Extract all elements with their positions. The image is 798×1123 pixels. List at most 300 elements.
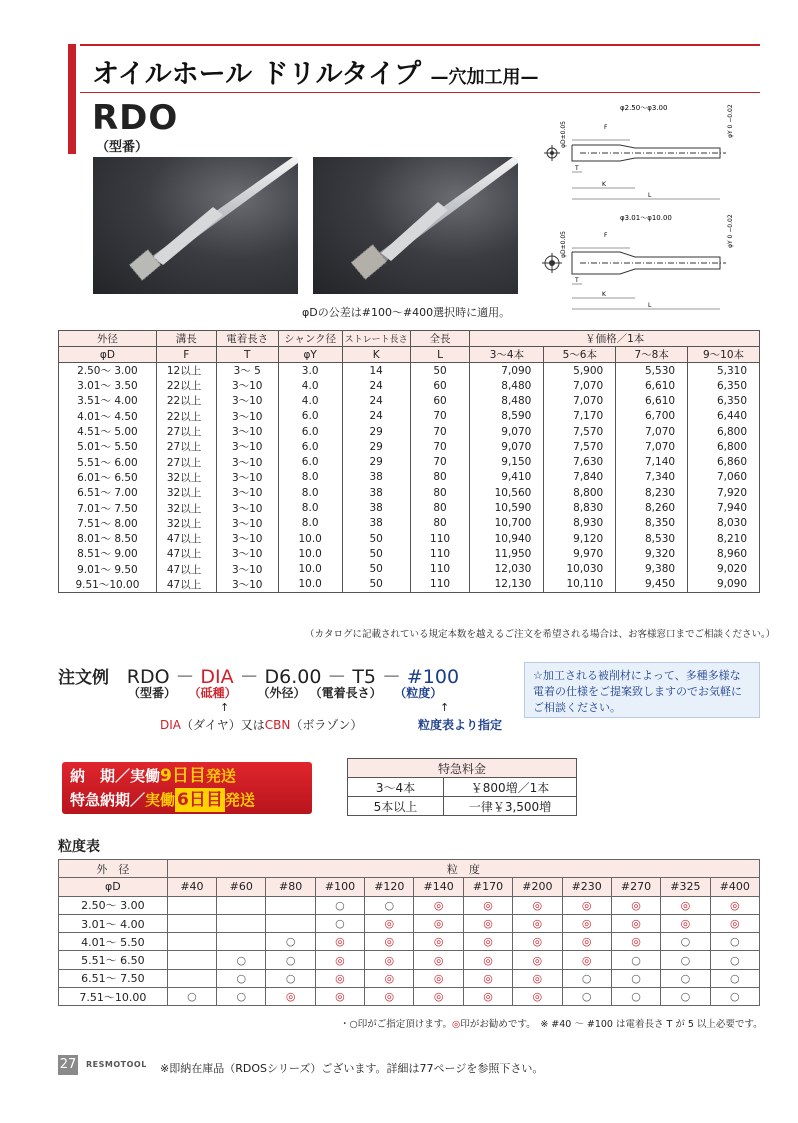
table-cell: 9,410	[470, 470, 544, 485]
order-label-grain: （粒度）	[394, 686, 443, 700]
table-cell: 7,170	[544, 409, 616, 424]
rush-qty: 5本以上	[348, 797, 444, 816]
brand-name: RESMOTOOL	[86, 1060, 147, 1069]
order-sep: －	[327, 666, 347, 688]
table-cell: 7,090	[470, 363, 544, 379]
grain-mark-cell: ◎	[315, 951, 364, 969]
table-cell: 8.51～ 9.00	[59, 546, 157, 561]
delivery-normal-days: 9日目	[160, 766, 206, 786]
grain-header-row-1	[59, 860, 760, 878]
title-top-rule	[80, 44, 760, 46]
table-cell: 50	[342, 546, 410, 561]
spec-col-subheader: φY	[278, 347, 342, 363]
table-cell: 9,020	[688, 562, 760, 577]
order-part-grain: #100	[406, 666, 460, 688]
table-cell: 50	[342, 577, 410, 593]
table-cell: 3.01～ 3.50	[59, 378, 157, 393]
table-cell: 4.0	[278, 393, 342, 408]
grain-mark-cell	[266, 896, 315, 914]
table-cell: 10.0	[278, 577, 342, 593]
drill-illustration-1	[93, 157, 298, 294]
table-cell: 6.01～ 6.50	[59, 470, 157, 485]
table-cell: 3～10	[216, 470, 278, 485]
table-cell: 32以上	[156, 470, 216, 485]
delivery-rush-days: 6日目	[177, 790, 223, 810]
grain-mark-cell: ◎	[463, 969, 512, 987]
grain-mark-cell: ◎	[661, 914, 710, 932]
grain-mark-cell: ◎	[266, 988, 315, 1006]
footer-note: ※即納在庫品（RDOSシリーズ）ございます。詳細は77ページを参照下さい。	[160, 1062, 544, 1075]
table-cell: 5,900	[544, 363, 616, 379]
order-labels	[128, 684, 442, 701]
table-cell: 7.01～ 7.50	[59, 500, 157, 515]
delivery-banner	[62, 762, 312, 814]
table-cell: 110	[410, 546, 470, 561]
grain-mark-cell: ○	[661, 951, 710, 969]
table-cell: 47以上	[156, 531, 216, 546]
grain-mark-cell: ◎	[611, 896, 660, 914]
grain-table-title: 粒度表	[58, 839, 100, 855]
table-cell: 27以上	[156, 439, 216, 454]
label-k: K	[602, 291, 606, 298]
grain-mark-cell: ○	[217, 951, 266, 969]
title-bottom-rule	[80, 92, 760, 93]
grain-mark-cell: ◎	[365, 969, 414, 987]
order-label-diameter: （外径）	[257, 686, 306, 700]
grain-mark-cell: ◎	[365, 951, 414, 969]
tol-y-label: φY 0 −0.02	[727, 214, 734, 248]
grain-note-c: 印がお勧めです。 ※ #40 ～ #100 は電着長さ T が 5 以上必要です。	[460, 1019, 763, 1030]
table-cell: 9,150	[470, 454, 544, 469]
table-cell: 8.01～ 8.50	[59, 531, 157, 546]
grain-col-subheader: #230	[562, 878, 611, 896]
table-cell: 5.51～ 6.00	[59, 454, 157, 469]
table-cell: 29	[342, 439, 410, 454]
grain-mark-cell: ○	[661, 969, 710, 987]
table-row	[59, 424, 760, 439]
table-cell: 14	[342, 363, 410, 379]
table-cell: 8,210	[688, 531, 760, 546]
table-cell: 9,450	[616, 577, 688, 593]
table-cell: 7,570	[544, 439, 616, 454]
table-cell: 32以上	[156, 485, 216, 500]
delivery-normal-ship: 発送	[205, 767, 236, 785]
order-part-length: T5	[352, 666, 377, 688]
label-t: T	[575, 165, 579, 172]
table-cell: 7,920	[688, 485, 760, 500]
table-cell: 80	[410, 500, 470, 515]
table-cell: 3～10	[216, 500, 278, 515]
table-cell: 5,530	[616, 363, 688, 379]
delivery-normal	[70, 764, 304, 788]
spec-body	[59, 363, 760, 593]
table-cell: 6,800	[688, 439, 760, 454]
drill-drawing-bottom	[540, 210, 760, 310]
grain-diameter-cell: 3.01～ 4.00	[59, 914, 168, 932]
delivery-rush	[70, 788, 304, 812]
order-sep: －	[381, 666, 401, 688]
spec-col-header: シャンク径	[278, 331, 342, 347]
table-cell: 8,480	[470, 393, 544, 408]
grain-col-subheader: #325	[661, 878, 710, 896]
grain-mark-cell: ◎	[562, 896, 611, 914]
table-cell: 6,350	[688, 393, 760, 408]
table-cell: 50	[342, 531, 410, 546]
grain-mark-cell: ○	[661, 988, 710, 1006]
grain-mark-cell: ◎	[365, 933, 414, 951]
table-cell: 32以上	[156, 500, 216, 515]
table-cell: 22以上	[156, 378, 216, 393]
grain-mark-cell: ◎	[562, 914, 611, 932]
grain-mark-cell	[167, 896, 216, 914]
table-cell: 38	[342, 470, 410, 485]
spec-header-row-2	[59, 347, 760, 363]
spec-col-subheader: K	[342, 347, 410, 363]
rush-fee: ￥800増／1本	[444, 778, 577, 797]
table-cell: 6.0	[278, 439, 342, 454]
table-cell: 2.50～ 3.00	[59, 363, 157, 379]
table-cell: 47以上	[156, 577, 216, 593]
grain-mark-cell: ◎	[562, 933, 611, 951]
drill-illustration-2	[313, 157, 518, 294]
table-row	[59, 546, 760, 561]
grain-mark-cell: ○	[611, 969, 660, 987]
grain-mark-cell: ○	[710, 969, 759, 987]
grain-mark-cell: ◎	[463, 951, 512, 969]
table-cell: 3～10	[216, 439, 278, 454]
table-row	[59, 439, 760, 454]
spec-col-subheader: φD	[59, 347, 157, 363]
table-cell: 6,350	[688, 378, 760, 393]
grain-mark-cell: ◎	[365, 914, 414, 932]
grain-diameter-cell: 7.51～10.00	[59, 988, 168, 1006]
grain-mark-cell: ◎	[414, 969, 463, 987]
table-cell: 5,310	[688, 363, 760, 379]
grain-mark-cell: ◎	[463, 914, 512, 932]
table-cell: 80	[410, 485, 470, 500]
grain-diameter-cell: 2.50～ 3.00	[59, 896, 168, 914]
table-cell: 50	[410, 363, 470, 379]
table-cell: 6,800	[688, 424, 760, 439]
table-cell: 7,340	[616, 470, 688, 485]
tol-d-label: φD±0.05	[560, 121, 567, 148]
product-photo-1	[93, 157, 298, 294]
table-row	[59, 988, 760, 1006]
grain-mark-cell: ◎	[710, 896, 759, 914]
grain-mark-cell	[217, 914, 266, 932]
grain-mark-cell: ◎	[315, 969, 364, 987]
grain-mark-cell	[266, 914, 315, 932]
table-cell: 38	[342, 485, 410, 500]
table-cell: 3～10	[216, 378, 278, 393]
abrasive-note	[160, 716, 362, 733]
table-cell: 9.01～ 9.50	[59, 562, 157, 577]
table-cell: 9,070	[470, 424, 544, 439]
order-label-model: （型番）	[128, 686, 177, 700]
grain-table	[58, 859, 760, 1006]
spec-col-header: 外径	[59, 331, 157, 347]
table-cell: 29	[342, 454, 410, 469]
label-l: L	[648, 302, 652, 309]
title-main: オイルホール ドリルタイプ	[92, 59, 422, 90]
table-cell: 6,440	[688, 409, 760, 424]
grain-mark-cell: ◎	[463, 988, 512, 1006]
arrow-up-icon: ↑	[220, 701, 230, 714]
grain-mark-cell: ◎	[315, 988, 364, 1006]
table-cell: 3～ 5	[216, 363, 278, 379]
table-cell: 70	[410, 409, 470, 424]
table-cell: 10.0	[278, 546, 342, 561]
table-cell: 7,940	[688, 500, 760, 515]
grain-mark-cell: ○	[266, 933, 315, 951]
table-cell: 6,700	[616, 409, 688, 424]
table-cell: 8,230	[616, 485, 688, 500]
grain-mark-cell: ○	[315, 914, 364, 932]
table-cell: 8,590	[470, 409, 544, 424]
abrasive-cbn-desc: （ボラゾン）	[290, 718, 363, 732]
order-label: 注文例	[58, 668, 109, 688]
table-row	[59, 577, 760, 593]
grain-mark-cell: ◎	[414, 933, 463, 951]
title-accent-bar	[68, 44, 76, 154]
grain-mark-cell: ○	[365, 896, 414, 914]
table-cell: 29	[342, 424, 410, 439]
grain-mark-cell: ○	[710, 951, 759, 969]
grain-mark-cell: ○	[611, 951, 660, 969]
table-row	[59, 409, 760, 424]
table-row	[59, 951, 760, 969]
table-cell: 22以上	[156, 409, 216, 424]
grain-mark-cell: ◎	[611, 914, 660, 932]
table-cell: 10,110	[544, 577, 616, 593]
table-cell: 3～10	[216, 409, 278, 424]
table-cell: 8,480	[470, 378, 544, 393]
label-t: T	[575, 277, 579, 284]
drawing-large	[540, 210, 760, 314]
grain-mark-cell: ◎	[513, 988, 562, 1006]
table-cell: 7,570	[544, 424, 616, 439]
grain-mark-cell: ◎	[513, 969, 562, 987]
grain-col-subheader: φD	[59, 878, 168, 896]
grain-mark-cell	[167, 969, 216, 987]
title-subtitle: —穴加工用—	[430, 67, 539, 88]
table-cell: 7,070	[616, 424, 688, 439]
table-cell: 8,530	[616, 531, 688, 546]
table-cell: 8,800	[544, 485, 616, 500]
table-cell: 7,140	[616, 454, 688, 469]
grain-col-subheader: #170	[463, 878, 512, 896]
table-row	[59, 933, 760, 951]
table-cell: 11,950	[470, 546, 544, 561]
table-row	[59, 363, 760, 379]
grain-mark-cell: ◎	[414, 914, 463, 932]
table-cell: 9,320	[616, 546, 688, 561]
table-cell: 10,590	[470, 500, 544, 515]
spec-col-header: 電着長さ	[216, 331, 278, 347]
grain-mark-cell: ◎	[365, 988, 414, 1006]
table-cell: 3.0	[278, 363, 342, 379]
table-cell: 22以上	[156, 393, 216, 408]
spec-col-subheader: 9～10本	[688, 347, 760, 363]
grain-col-header: 粒 度	[167, 860, 759, 878]
table-cell: 3～10	[216, 454, 278, 469]
table-cell: 3～10	[216, 546, 278, 561]
table-row	[59, 485, 760, 500]
grain-note: 粒度表より指定	[418, 718, 503, 732]
table-cell: 8,350	[616, 516, 688, 531]
delivery-rush-word: 実働	[145, 791, 176, 809]
grain-mark-cell: ○	[217, 988, 266, 1006]
grain-col-subheader: #200	[513, 878, 562, 896]
table-cell: 6.51～ 7.00	[59, 485, 157, 500]
table-cell: 9,070	[470, 439, 544, 454]
table-cell: 60	[410, 378, 470, 393]
order-part-diameter: D6.00	[264, 666, 322, 688]
grain-note-b: ◎	[452, 1019, 461, 1030]
label-k: K	[602, 181, 606, 188]
table-cell: 4.0	[278, 378, 342, 393]
table-cell: 110	[410, 577, 470, 593]
table-row	[59, 914, 760, 932]
label-f: F	[604, 232, 608, 239]
table-cell: 7,070	[544, 393, 616, 408]
spec-col-subheader: 3～4本	[470, 347, 544, 363]
table-cell: 27以上	[156, 454, 216, 469]
page-number: 27	[58, 1055, 78, 1075]
table-cell: 6.0	[278, 409, 342, 424]
grain-mark-cell: ○	[315, 896, 364, 914]
table-cell: 8.0	[278, 516, 342, 531]
abrasive-cbn: CBN	[264, 718, 291, 732]
table-cell: 110	[410, 562, 470, 577]
table-cell: 7,060	[688, 470, 760, 485]
rush-fee: 一律￥3,500増	[444, 797, 577, 816]
grain-diameter-cell: 6.51～ 7.50	[59, 969, 168, 987]
table-cell: 8.0	[278, 500, 342, 515]
table-cell: 47以上	[156, 546, 216, 561]
table-cell: 10.0	[278, 531, 342, 546]
table-row	[59, 500, 760, 515]
grain-col-subheader: #270	[611, 878, 660, 896]
order-sep: －	[175, 666, 195, 688]
table-cell: 7,630	[544, 454, 616, 469]
model-label: （型番）	[96, 140, 149, 155]
table-cell: 7,070	[616, 439, 688, 454]
table-cell: 10,940	[470, 531, 544, 546]
table-cell: 8,930	[544, 516, 616, 531]
abrasive-dia-desc: （ダイヤ）又は	[181, 718, 265, 732]
table-row	[59, 393, 760, 408]
grain-mark-cell: ◎	[513, 951, 562, 969]
table-cell: 7.51～ 8.00	[59, 516, 157, 531]
grain-mark-cell: ○	[661, 933, 710, 951]
grain-diameter-cell: 4.01～ 5.50	[59, 933, 168, 951]
table-cell: 70	[410, 454, 470, 469]
table-cell: 3～10	[216, 485, 278, 500]
order-part-abrasive: DIA	[200, 666, 234, 688]
table-row	[59, 378, 760, 393]
grain-mark-cell: ○	[266, 969, 315, 987]
table-cell: 5.01～ 5.50	[59, 439, 157, 454]
grain-col-header: 外 径	[59, 860, 168, 878]
table-cell: 24	[342, 409, 410, 424]
spec-col-subheader: 7～8本	[616, 347, 688, 363]
grain-col-subheader: #100	[315, 878, 364, 896]
grain-mark-cell: ○	[562, 969, 611, 987]
table-cell: 50	[342, 562, 410, 577]
table-cell: 10,560	[470, 485, 544, 500]
table-cell: 8,960	[688, 546, 760, 561]
spec-note: （カタログに記載されている規定本数を越えるご注文を希望される場合は、お客様窓口までご相談ください。）	[305, 629, 776, 640]
rush-qty: 3～4本	[348, 778, 444, 797]
table-cell: 3～10	[216, 531, 278, 546]
grain-col-subheader: #40	[167, 878, 216, 896]
table-cell: 7,840	[544, 470, 616, 485]
table-row	[59, 562, 760, 577]
order-label-length: （電着長さ）	[309, 686, 382, 700]
grain-mark-cell: ◎	[513, 896, 562, 914]
spec-col-subheader: L	[410, 347, 470, 363]
grain-mark-cell: ◎	[463, 933, 512, 951]
table-cell: 80	[410, 470, 470, 485]
grain-mark-cell: ◎	[513, 914, 562, 932]
table-cell: 12以上	[156, 363, 216, 379]
table-cell: 3～10	[216, 424, 278, 439]
drill-drawing-top	[540, 100, 760, 200]
grain-diameter-cell: 5.51～ 6.50	[59, 951, 168, 969]
table-cell: 38	[342, 500, 410, 515]
rush-fee-title: 特急料金	[348, 759, 577, 778]
table-cell: 6,610	[616, 378, 688, 393]
table-row	[59, 896, 760, 914]
grain-mark-cell: ◎	[414, 988, 463, 1006]
table-cell: 27以上	[156, 424, 216, 439]
grain-col-subheader: #120	[365, 878, 414, 896]
grain-mark-cell	[167, 933, 216, 951]
table-cell: 10,700	[470, 516, 544, 531]
table-cell: 4.01～ 4.50	[59, 409, 157, 424]
table-row	[59, 531, 760, 546]
table-cell: 10.0	[278, 562, 342, 577]
table-cell: 10,030	[544, 562, 616, 577]
spec-table	[58, 330, 760, 593]
range-label: φ3.01～φ10.00	[620, 214, 672, 222]
grain-header-row-2	[59, 878, 760, 896]
table-cell: 3～10	[216, 516, 278, 531]
grain-mark-cell: ○	[167, 988, 216, 1006]
spec-col-header-price: ￥価格／1本	[470, 331, 760, 347]
table-cell: 70	[410, 424, 470, 439]
label-f: F	[604, 124, 608, 131]
grain-mark-cell	[217, 896, 266, 914]
delivery-rush-ship: 発送	[224, 791, 255, 809]
table-cell: 4.51～ 5.00	[59, 424, 157, 439]
table-cell: 12,030	[470, 562, 544, 577]
table-cell: 38	[342, 516, 410, 531]
table-cell: 9,120	[544, 531, 616, 546]
grain-mark-cell: ◎	[562, 951, 611, 969]
table-cell: 8.0	[278, 485, 342, 500]
table-cell: 3～10	[216, 393, 278, 408]
grain-col-subheader: #60	[217, 878, 266, 896]
notice-box: ☆加工される被削材によって、多種多様な電着の仕様をご提案致しますのでお気軽にご相談ください。	[524, 662, 760, 718]
grain-mark-cell	[167, 951, 216, 969]
grain-col-subheader: #400	[710, 878, 759, 896]
spec-col-header: 溝長	[156, 331, 216, 347]
table-cell: 7,070	[544, 378, 616, 393]
grain-body	[59, 896, 760, 1006]
grain-col-subheader: #80	[266, 878, 315, 896]
